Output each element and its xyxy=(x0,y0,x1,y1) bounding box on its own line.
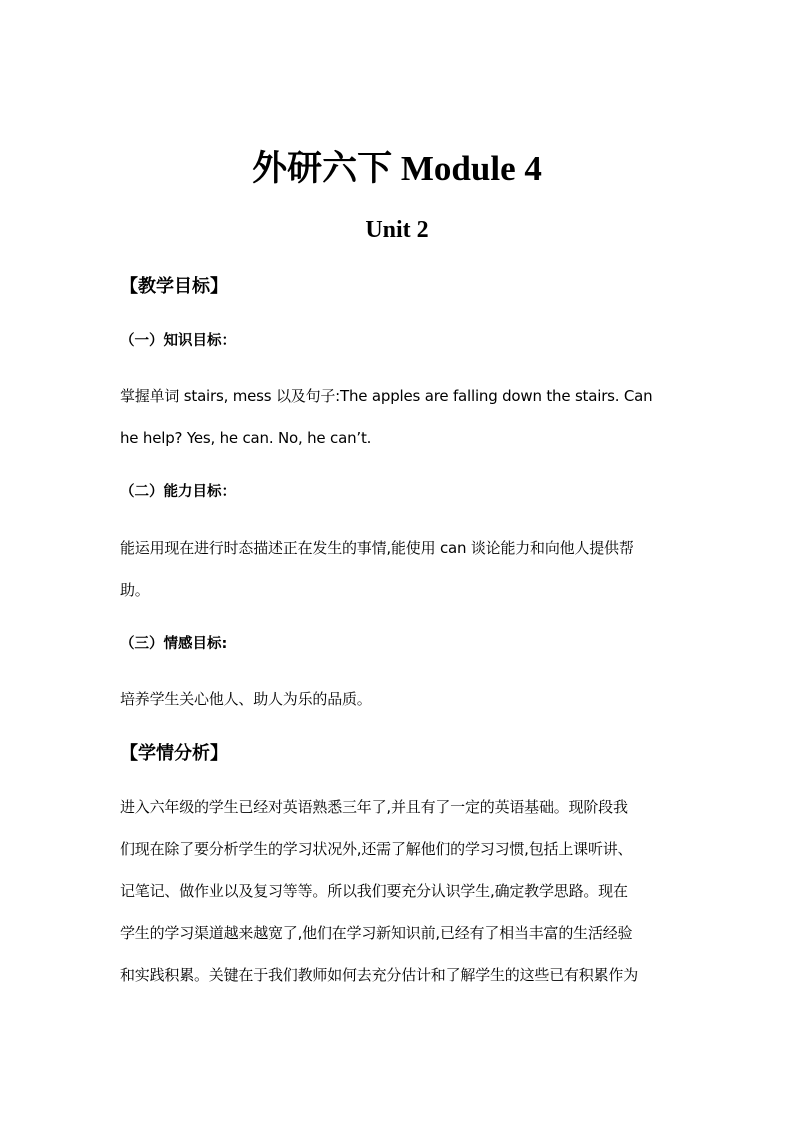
subheading-ability: （二）能力目标： xyxy=(120,484,236,500)
paragraph-line: 进入六年级的学生已经对英语熟悉三年了,并且有了一定的英语基础。现阶段我 xyxy=(120,798,628,816)
paragraph-emotion xyxy=(120,678,680,720)
document-subtitle: Unit 2 xyxy=(365,217,429,243)
paragraph-line: 助。 xyxy=(120,581,150,599)
paragraph-line: 记笔记、做作业以及复习等等。所以我们要充分认识学生,确定教学思路。现在 xyxy=(120,882,628,900)
section-heading-analysis: 【学情分析】 xyxy=(120,743,228,764)
section-heading-objectives: 【教学目标】 xyxy=(120,276,228,297)
paragraph-line: 培养学生关心他人、助人为乐的品质。 xyxy=(120,690,372,708)
paragraph-analysis xyxy=(120,786,680,996)
paragraph-knowledge xyxy=(120,375,680,459)
subheading-knowledge: （一）知识目标： xyxy=(120,333,236,349)
paragraph-line: 学生的学习渠道越来越宽了,他们在学习新知识前,已经有了相当丰富的生活经验 xyxy=(120,924,633,942)
paragraph-line: 能运用现在进行时态描述正在发生的事情,能使用 can 谈论能力和向他人提供帮 xyxy=(120,539,634,557)
paragraph-line: 们现在除了要分析学生的学习状况外,还需了解他们的学习习惯,包括上课听讲、 xyxy=(120,840,633,858)
paragraph-line: 和实践积累。关键在于我们教师如何去充分估计和了解学生的这些已有积累作为 xyxy=(120,966,639,984)
document-title: 外研六下 Module 4 xyxy=(252,149,542,188)
subheading-emotion: （三）情感目标: xyxy=(120,636,228,652)
paragraph-line: 掌握单词 stairs, mess 以及句子:The apples are falling down the stairs. Can xyxy=(120,387,653,405)
paragraph-ability xyxy=(120,527,680,611)
paragraph-line: he help? Yes, he can. No, he can’t. xyxy=(120,429,372,447)
